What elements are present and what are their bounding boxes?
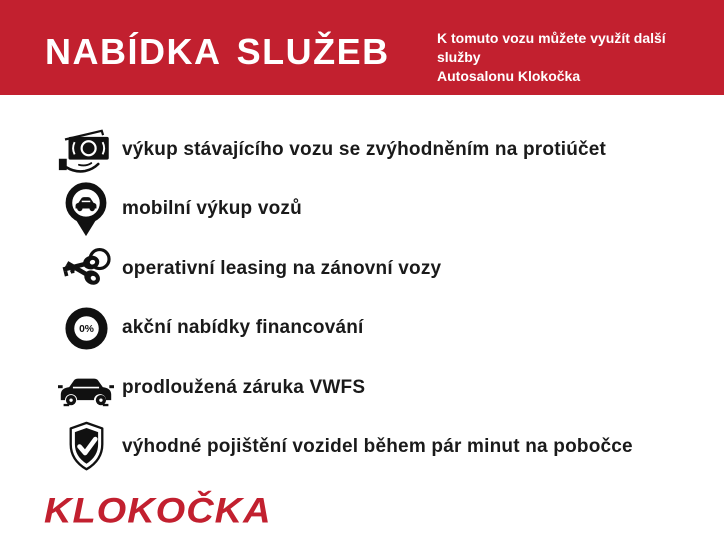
keys-icon	[58, 240, 114, 298]
zero-percent-text: 0%	[78, 323, 94, 335]
service-label: výkup stávajícího vozu se zvýhodněním na protiúčet	[122, 138, 607, 160]
header-banner	[0, 0, 724, 95]
service-label: výhodné pojištění vozidel během pár minut na pobočce	[122, 436, 633, 458]
service-label: akční nabídky financování	[122, 317, 364, 339]
service-list-item	[58, 120, 698, 180]
service-list-item	[58, 418, 698, 478]
header-subtitle-line1: K tomuto vozu můžete využít další služby	[437, 30, 666, 65]
header-subtitle-line2: Autosalonu Klokočka	[437, 68, 581, 84]
cash-in-hand-icon	[58, 121, 114, 179]
service-list-item	[58, 358, 698, 418]
service-list-item	[58, 299, 698, 359]
car-icon	[58, 359, 114, 417]
page-title: NABÍDKA SLUŽEB	[45, 31, 390, 72]
service-label: mobilní výkup vozů	[122, 198, 302, 220]
car-location-pin-icon	[58, 180, 114, 238]
service-label: prodloužená záruka VWFS	[122, 376, 366, 398]
zero-percent-icon	[58, 299, 114, 357]
service-label: operativní leasing na zánovní vozy	[122, 257, 442, 279]
service-list-item	[58, 180, 698, 240]
services-list	[58, 120, 698, 477]
shield-check-icon	[58, 418, 114, 476]
service-list-item	[58, 239, 698, 299]
header-subtitle	[437, 29, 707, 86]
klokocka-logo: KLOKOČKA	[44, 492, 272, 531]
